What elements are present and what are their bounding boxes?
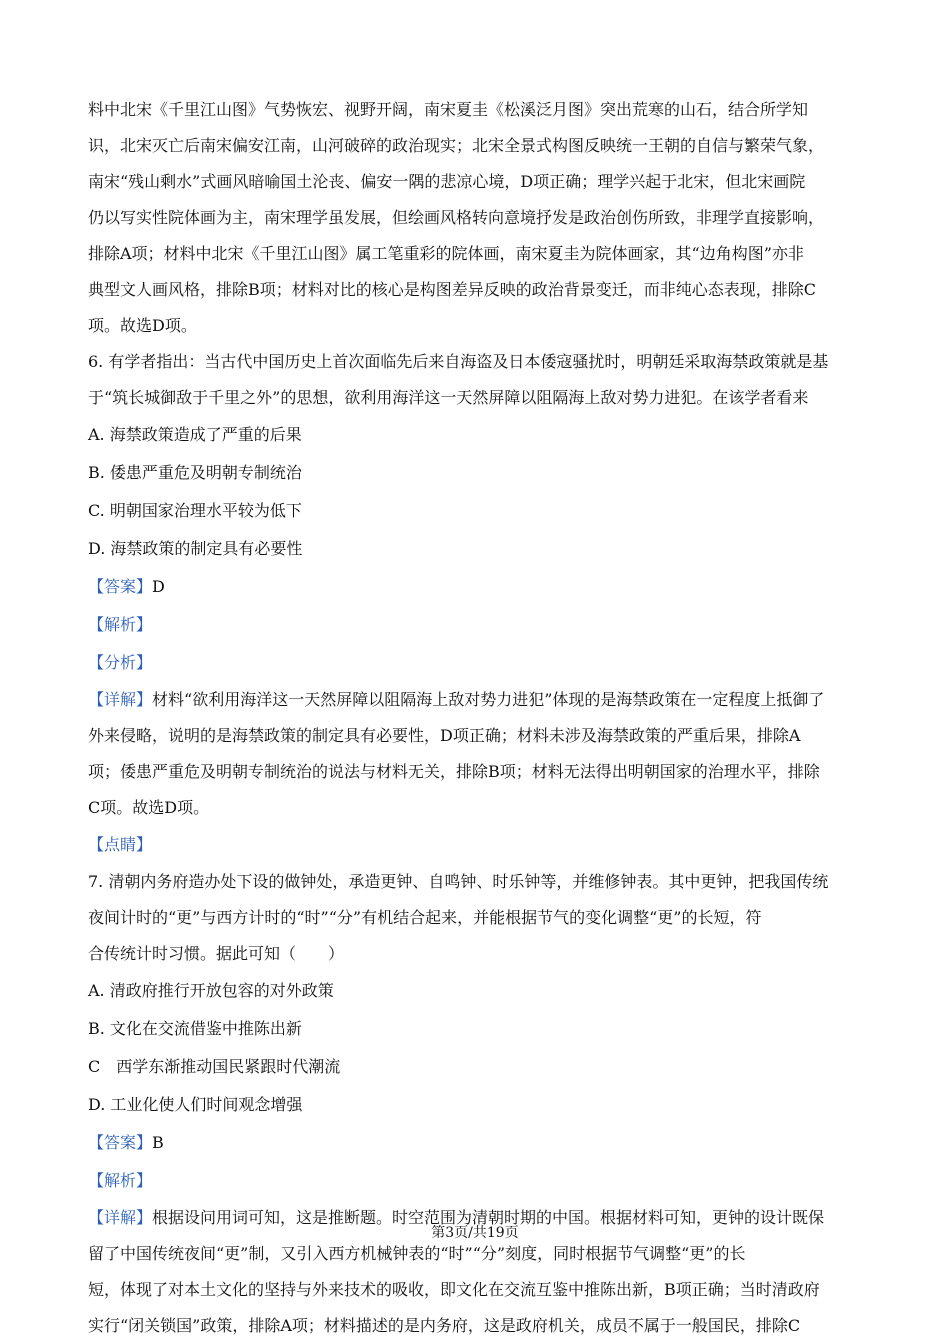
question-6	[88, 344, 863, 864]
fenxi-tag: 【分析】	[88, 653, 153, 672]
option-a: A. 海禁政策造成了严重的后果	[88, 425, 302, 444]
detail-tag: 【详解】	[88, 1208, 153, 1227]
options-grid	[88, 972, 863, 1124]
detail-text: 根据设问用词可知，这是推断题。时空范围为清朝时期的中国。根据材料可知，更钟的设计既保	[152, 1208, 825, 1227]
analysis-line	[88, 1162, 863, 1200]
answer-tag: 【答案】	[88, 1133, 153, 1152]
detail-line	[88, 682, 863, 718]
option-d: D. 工业化使人们时间观念增强	[88, 1095, 303, 1114]
analysis-tag: 【解析】	[88, 615, 153, 634]
question-stem-line: 合传统计时习惯。据此可知（ ）	[88, 944, 345, 963]
question-stem-line: 于“筑长城御敌于千里之外”的思想，欲利用海洋这一天然屏障以阻隔海上敌对势力进犯。在该学者看来	[88, 388, 809, 407]
option-c: C 西学东渐推动国民紧跟时代潮流	[88, 1057, 341, 1076]
detail-line: 留了中国传统夜间“更”制，又引入西方机械钟表的“时”“分”刻度，同时根据节气调整“更”的长	[88, 1244, 746, 1263]
document-body	[88, 92, 863, 1344]
text-line: 排除A项；材料中北宋《千里江山图》属工笔重彩的院体画，南宋夏圭为院体画家，其“边角构图”亦非	[88, 244, 804, 263]
detail-tag: 【详解】	[88, 690, 153, 709]
question-stem-line: 7. 清朝内务府造办处下设的做钟处，承造更钟、自鸣钟、时乐钟等，并维修钟表。其中更钟，把我国传统	[88, 872, 829, 891]
text-line: 仍以写实性院体画为主，南宋理学虽发展，但绘画风格转向意境抒发是政治创伤所致，非理学直接影响，	[88, 208, 825, 227]
answer-line	[88, 568, 863, 606]
answer-value: B	[152, 1133, 164, 1152]
text-line: 项。故选D项。	[88, 316, 197, 335]
page-footer: 第3页/共19页	[431, 1225, 519, 1241]
option-b: B. 倭患严重危及明朝专制统治	[88, 463, 302, 482]
fenxi-line	[88, 644, 863, 682]
option-b: B. 文化在交流借鉴中推陈出新	[88, 1019, 302, 1038]
text-line: 料中北宋《千里江山图》气势恢宏、视野开阔，南宋夏圭《松溪泛月图》突出荒寒的山石，结合所学知	[88, 100, 809, 119]
answer-line	[88, 1124, 863, 1162]
text-line: 典型文人画风格，排除B项；材料对比的核心是构图差异反映的政治背景变迁，而非纯心态表现，排除C	[88, 280, 817, 299]
text-line: 识，北宋灭亡后南宋偏安江南，山河破碎的政治现实；北宋全景式构图反映统一王朝的自信与繁荣气象，	[88, 136, 825, 155]
answer-tag: 【答案】	[88, 577, 153, 596]
option-c: C. 明朝国家治理水平较为低下	[88, 501, 302, 520]
detail-line: 外来侵略，说明的是海禁政策的制定具有必要性，D项正确；材料未涉及海禁政策的严重后果，排除A	[88, 726, 801, 745]
options-grid	[88, 416, 863, 568]
detail-text: 材料“欲利用海洋这一天然屏障以阻隔海上敌对势力进犯”体现的是海禁政策在一定程度上抵御了	[152, 690, 825, 709]
answer-value: D	[152, 577, 165, 596]
option-d: D. 海禁政策的制定具有必要性	[88, 539, 303, 558]
detail-line: C项。故选D项。	[88, 798, 210, 817]
dianjing-line	[88, 826, 863, 864]
detail-line: 实行“闭关锁国”政策，排除A项；材料描述的是内务府，这是政府机关，成员不属于一般国民，排除C	[88, 1316, 801, 1335]
text-line: 南宋“残山剩水”式画风暗喻国土沦丧、偏安一隅的悲凉心境，D项正确；理学兴起于北宋，但北宋画院	[88, 172, 806, 191]
analysis-line	[88, 606, 863, 644]
detail-line: 短，体现了对本土文化的坚持与外来技术的吸收，即文化在交流互鉴中推陈出新，B项正确；当时清政府	[88, 1280, 820, 1299]
detail-line: 项；倭患严重危及明朝专制统治的说法与材料无关，排除B项；材料无法得出明朝国家的治理水平，排除	[88, 762, 820, 781]
previous-explanation	[88, 92, 863, 344]
option-a: A. 清政府推行开放包容的对外政策	[88, 981, 334, 1000]
analysis-tag: 【解析】	[88, 1171, 153, 1190]
question-7	[88, 864, 863, 1344]
dianjing-tag: 【点睛】	[88, 835, 153, 854]
question-stem-line: 6. 有学者指出：当古代中国历史上首次面临先后来自海盗及日本倭寇骚扰时，明朝廷采取海禁政策就是基	[88, 352, 829, 371]
question-stem-line: 夜间计时的“更”与西方计时的“时”“分”有机结合起来，并能根据节气的变化调整“更”的长短，符	[88, 908, 762, 927]
